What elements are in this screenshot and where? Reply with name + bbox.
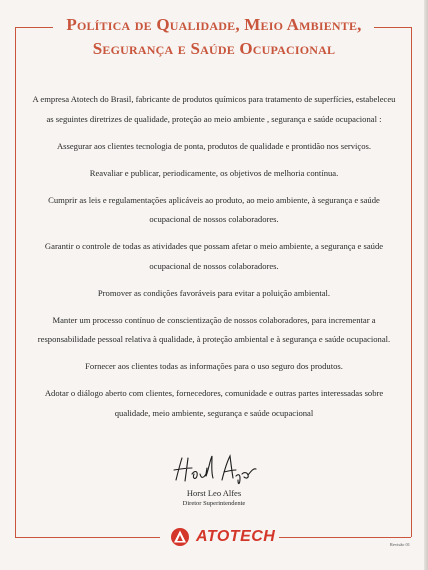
policy-item: Manter um processo contínuo de conscientização de nossos colaboradores, para incrementar a responsabilidade pessoal relativa à qualidade, à proteção ambiental e à segurança e saúde ocupacional. [37, 314, 391, 344]
revision-label: Revisão 01 [389, 542, 410, 547]
page-title [55, 13, 373, 61]
title-line-2: Segurança e Saúde Ocupacional [92, 39, 336, 58]
atotech-logo [166, 525, 279, 549]
signer-name: Horst Leo Alfes [186, 488, 242, 498]
atotech-triangle-logo-icon [170, 527, 190, 547]
frame-bottom-right [270, 537, 411, 538]
policy-item: Cumprir as leis e regulamentações aplicáveis ao produto, ao meio ambiente, à segurança e saúde ocupacional de nossos colaboradores. [48, 194, 380, 224]
policy-item: Promover as condições favoráveis para evitar a poluição ambiental. [97, 287, 331, 298]
frame-top-left [15, 27, 53, 28]
logo-text: ATOTECH [196, 528, 276, 545]
policy-item: Adotar o diálogo aberto com clientes, fornecedores, comunidade e outras partes interessadas sobre qualidade, meio ambiente, segurança e saúde ocupacional [44, 388, 384, 418]
policy-item: Fornecer aos clientes todas as informações para o uso seguro dos produtos. [85, 361, 343, 371]
policy-body [28, 90, 400, 431]
signer-role: Diretor Superintendente [182, 500, 246, 507]
title-line-1: Política de Qualidade, Meio Ambiente, [66, 15, 362, 34]
scan-edge [424, 0, 428, 570]
signer-block [130, 488, 298, 509]
policy-item: Reavaliar e publicar, periodicamente, os objetivos de melhoria contínua. [89, 167, 339, 178]
handwritten-signature [170, 450, 270, 486]
policy-item: Assegurar aos clientes tecnologia de ponta, produtos de qualidade e prontidão nos serviços. [56, 140, 372, 151]
frame-top-right [374, 27, 411, 28]
policy-item: Garantir o controle de todas as atividades que possam afetar o meio ambiente, a segurança e saúde ocupacional de nossos colaboradores. [44, 241, 384, 271]
intro-paragraph: A empresa Atotech do Brasil, fabricante de produtos químicos para tratamento de superfícies, estabeleceu as seguintes diretrizes de qualidade, proteção ao meio ambiente , segurança e saúde ocupacional : [32, 94, 396, 124]
frame-bottom-left [15, 537, 160, 538]
